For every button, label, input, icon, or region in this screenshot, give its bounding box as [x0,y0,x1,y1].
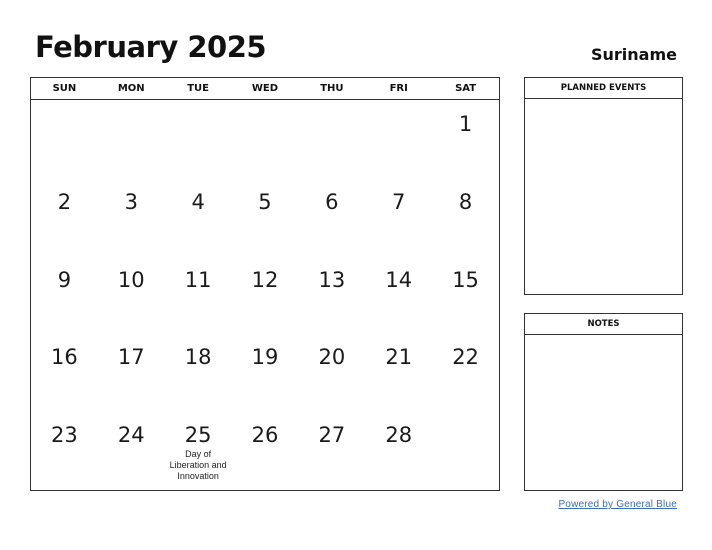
day-number: 16 [51,345,78,369]
weekday-sun: SUN [52,83,77,94]
notes-title: NOTES [525,314,682,335]
day-number: 19 [251,345,279,369]
day-cell [98,333,165,411]
country-label: Suriname [591,45,677,64]
powered-by-link[interactable]: Powered by General Blue [558,499,677,510]
day-cell [365,256,432,333]
day-number: 26 [251,423,279,447]
day-number: 14 [385,268,413,292]
day-cell [98,256,165,333]
day-number: 1 [458,112,473,136]
day-number: 23 [51,423,78,447]
day-cell [365,333,432,411]
day-cell [165,333,232,411]
day-number: 20 [318,345,346,369]
day-cell [365,178,432,256]
page-title: February 2025 [35,30,267,64]
day-number: 4 [191,190,205,214]
weekday-tue: TUE [187,83,210,94]
day-cell [31,256,98,333]
day-cell [165,411,232,489]
day-number: 5 [258,190,272,214]
day-cell [365,100,432,178]
day-cell [232,256,299,333]
day-number: 24 [117,423,145,447]
day-cell [98,411,165,489]
day-cell [232,333,299,411]
day-number: 9 [57,268,72,292]
weekday-mon: MON [117,83,145,94]
day-cell [298,100,365,178]
day-cell [98,178,165,256]
day-cell [232,411,299,489]
day-cell [298,333,365,411]
day-cell [365,411,432,489]
day-number: 11 [184,268,212,292]
day-cell [165,256,232,333]
day-number: 3 [124,190,138,214]
weekday-sat: SAT [455,83,477,94]
weekday-header [31,78,499,100]
calendar-days [31,100,499,489]
weekday-fri: FRI [389,83,408,94]
day-number: 18 [184,345,212,369]
day-number: 25 [184,423,212,447]
day-number: 7 [392,190,406,214]
day-number: 21 [385,345,413,369]
day-cell [432,333,499,411]
notes-panel [524,313,683,491]
day-number: 22 [452,345,479,369]
weekday-thu: THU [320,83,344,94]
day-cell [165,178,232,256]
day-number: 13 [318,268,346,292]
day-cell [31,333,98,411]
day-number: 2 [57,190,72,214]
day-cell [298,411,365,489]
day-cell [432,411,499,489]
day-cell [232,100,299,178]
day-number: 10 [117,268,145,292]
day-cell [31,100,98,178]
day-number: 15 [452,268,479,292]
day-number: 8 [458,190,473,214]
day-cell [31,178,98,256]
day-cell [432,178,499,256]
day-cell [98,100,165,178]
day-cell [31,411,98,489]
day-cell [232,178,299,256]
day-number: 6 [325,190,339,214]
day-cell [298,178,365,256]
calendar-grid [30,77,500,491]
day-cell [432,256,499,333]
day-cell [298,256,365,333]
day-number: 17 [117,345,145,369]
holiday-label: Day of Liberation and Innovation [169,449,227,481]
day-cell [165,100,232,178]
planned-events-panel [524,77,683,295]
planned-events-title: PLANNED EVENTS [525,78,682,99]
day-number: 28 [385,423,413,447]
weekday-wed: WED [251,83,279,94]
day-number: 27 [318,423,346,447]
day-number: 12 [251,268,279,292]
day-cell [432,100,499,178]
